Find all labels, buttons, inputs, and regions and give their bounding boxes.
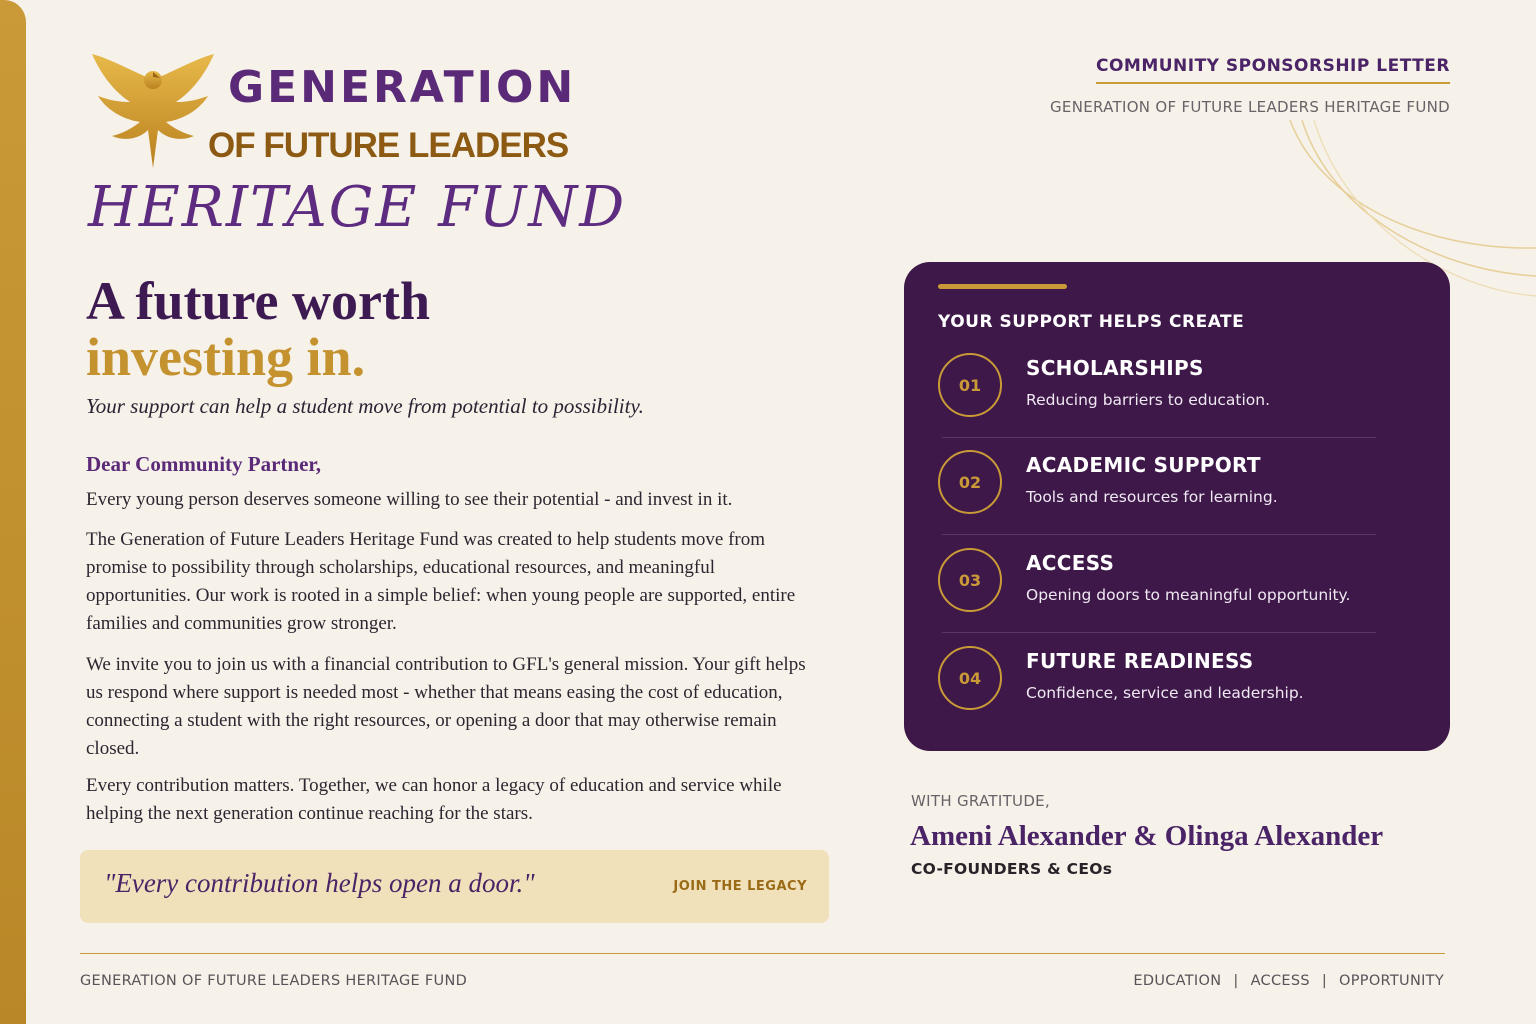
quote-callout: [80, 850, 829, 923]
logo-wordmark-heritage-fund: HERITAGE FUND: [88, 175, 627, 240]
item-divider: [942, 437, 1376, 438]
support-item: [938, 450, 1376, 546]
left-gold-accent-bar: [0, 0, 26, 1024]
item-divider: [942, 632, 1376, 633]
footer-separator: |: [1321, 973, 1328, 989]
document-subtitle: GENERATION OF FUTURE LEADERS HERITAGE FUND: [1050, 98, 1450, 116]
quote-text: "Every contribution helps open a door.": [104, 868, 535, 898]
eagle-emblem-icon: [90, 50, 216, 170]
signature-role: CO-FOUNDERS & CEOs: [911, 860, 1113, 878]
footer-separator: |: [1233, 973, 1239, 989]
footer-divider: [80, 953, 1445, 954]
item-number-badge: 01: [938, 353, 1002, 417]
footer-org-name: GENERATION OF FUTURE LEADERS HERITAGE FUND: [80, 973, 468, 989]
item-description: Confidence, service and leadership.: [1026, 684, 1304, 702]
support-item: [938, 353, 1376, 449]
item-number-badge: 04: [938, 646, 1002, 710]
signature-names: Ameni Alexander & Olinga Alexander: [910, 820, 1384, 852]
footer-tagline: [1133, 973, 1444, 989]
panel-accent-bar: [938, 284, 1067, 289]
join-the-legacy-link[interactable]: JOIN THE LEGACY: [673, 879, 807, 894]
letter-paragraph-3: We invite you to join us with a financial contribution to GFL's general mission. Your gift helps us respond where support is needed most - whether that means easing the cost of education, connecting a student with the right resources, or opening a door that may otherwise remain closed.: [86, 654, 806, 759]
item-number-badge: 03: [938, 548, 1002, 612]
panel-title: YOUR SUPPORT HELPS CREATE: [938, 312, 1245, 332]
support-panel: [904, 262, 1450, 751]
item-title: SCHOLARSHIPS: [1026, 356, 1204, 380]
letter-paragraph-1: Every young person deserves someone willing to see their potential - and invest in it.: [86, 489, 733, 510]
item-title: ACADEMIC SUPPORT: [1026, 453, 1261, 477]
item-description: Tools and resources for learning.: [1026, 488, 1278, 506]
hero-headline-line2: investing in.: [86, 327, 366, 387]
item-number-badge: 02: [938, 450, 1002, 514]
footer-tag-access: ACCESS: [1250, 973, 1310, 989]
footer-tag-education: EDUCATION: [1133, 973, 1222, 989]
letter-greeting: Dear Community Partner,: [86, 452, 322, 476]
item-title: FUTURE READINESS: [1026, 649, 1254, 673]
brand-logo: [90, 50, 610, 175]
hero-subhead: Your support can help a student move from potential to possibility.: [86, 394, 644, 418]
signature-label: WITH GRATITUDE,: [911, 792, 1051, 810]
hero-headline-line1: A future worth: [86, 271, 430, 331]
item-divider: [942, 534, 1376, 535]
footer-tag-opportunity: OPPORTUNITY: [1339, 973, 1444, 989]
logo-wordmark-generation: GENERATION: [228, 62, 577, 113]
support-item: [938, 548, 1376, 644]
support-item: [938, 646, 1376, 742]
logo-wordmark-of-future-leaders: OF FUTURE LEADERS: [208, 126, 569, 165]
item-description: Opening doors to meaningful opportunity.: [1026, 586, 1351, 604]
document-title: COMMUNITY SPONSORSHIP LETTER: [1096, 56, 1450, 84]
item-title: ACCESS: [1026, 551, 1115, 575]
letter-paragraph-2: The Generation of Future Leaders Heritage Fund was created to help students move from promise to possibility through scholarships, educational resources, and meaningful opportunities. Our work is rooted in a simple belief: when young people are supported, entire families and communities grow stronger.: [86, 529, 796, 634]
item-description: Reducing barriers to education.: [1026, 391, 1271, 409]
letter-paragraph-4: Every contribution matters. Together, we can honor a legacy of education and service while helping the next generation continue reaching for the stars.: [86, 775, 782, 824]
